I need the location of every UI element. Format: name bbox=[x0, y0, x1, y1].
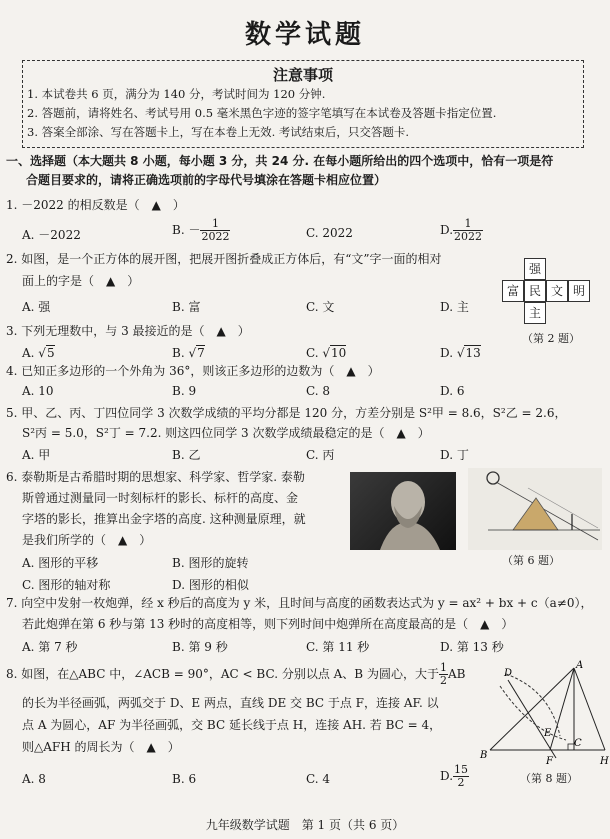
q3-option-d: D. √13 bbox=[440, 346, 481, 360]
point-label: F bbox=[546, 756, 553, 767]
q3-option-b: B. √7 bbox=[172, 346, 205, 360]
point-label: A bbox=[576, 660, 584, 671]
q7-option-b: B. 第 9 秒 bbox=[172, 640, 228, 654]
fraction: $\frac{15}{2}$ bbox=[454, 763, 469, 789]
q4-option-a: A. 10 bbox=[22, 384, 54, 398]
question-4-stem: 4. 已知正多边形的一个外角为 36°，则该正多边形的边数为（ ▲ ） bbox=[6, 364, 380, 378]
net-cell: 明 bbox=[568, 280, 590, 302]
fraction: $\frac{1}{2}$ bbox=[439, 661, 447, 687]
question-7-line: 若此炮弹在第 6 秒与第 13 秒时的高度相等，则下列时间中炮弹所在高度最高的是（ ▲ ） bbox=[22, 617, 514, 631]
question-1-stem: 1. －2022 的相反数是（ ▲ ） bbox=[6, 198, 185, 212]
q8-option-c: C. 4 bbox=[306, 772, 331, 786]
figure-caption: （第 6 题） bbox=[502, 554, 560, 567]
q3-option-a: A. √5 bbox=[22, 346, 55, 360]
notice-box bbox=[22, 60, 584, 148]
page-footer: 九年级数学试题 第 1 页（共 6 页） bbox=[205, 818, 405, 832]
q6-option-b: B. 图形的旋转 bbox=[172, 556, 249, 570]
q2-option-a: A. 强 bbox=[22, 300, 51, 314]
q2-option-d: D. 主 bbox=[440, 300, 469, 314]
q1-option-c: C. 2022 bbox=[306, 226, 353, 240]
net-cell: 强 bbox=[524, 258, 546, 280]
section-line: 一、选择题（本大题共 8 小题，每小题 3 分，共 24 分. 在每小题所给出的四个选项中，恰有一项是符 bbox=[6, 154, 554, 168]
q1-option-b-label: B. － bbox=[172, 223, 201, 237]
point-label: D bbox=[504, 668, 513, 679]
notice-line: 2. 答题前，请将姓名、考试号用 0.5 毫米黑色字迹的签字笔填写在本试卷及答题卡指定位置. bbox=[27, 106, 497, 120]
q8-option-a: A. 8 bbox=[22, 772, 46, 786]
q8-option-d: D. $\frac{15}{2}$ bbox=[440, 763, 469, 789]
section-heading bbox=[6, 152, 596, 190]
question-3-stem: 3. 下列无理数中，与 3 最接近的是（ ▲ ） bbox=[6, 324, 250, 338]
net-cell: 文 bbox=[546, 280, 568, 302]
thales-portrait-image bbox=[350, 472, 456, 550]
q1-option-a: A. －2022 bbox=[22, 228, 81, 242]
section-line: 合题目要求的，请将正确选项前的字母代号填涂在答题卡相应位置） bbox=[26, 173, 387, 187]
question-5-line: 5. 甲、乙、丙、丁四位同学 3 次数学成绩的平均分都是 120 分，方差分别是 S²甲 = 8.6，S²乙 = 2.6， bbox=[6, 406, 567, 420]
notice-heading: 注意事项 bbox=[272, 66, 333, 84]
q7-option-a: A. 第 7 秒 bbox=[22, 640, 78, 654]
q5-option-a: A. 甲 bbox=[22, 448, 51, 462]
q6-option-d: D. 图形的相似 bbox=[172, 578, 249, 592]
notice-line: 3. 答案全部涂、写在答题卡上，写在本卷上无效. 考试结束后，只交答题卡. bbox=[27, 125, 410, 139]
question-6-line: 斯曾通过测量同一时刻标杆的影长、标杆的高度、金 bbox=[22, 491, 299, 505]
question-6-line: 是我们所学的（ ▲ ） bbox=[22, 533, 152, 547]
q4-option-b: B. 9 bbox=[172, 384, 197, 398]
q3-option-c: C. √10 bbox=[306, 346, 347, 360]
q1-option-b bbox=[172, 218, 230, 243]
q8-option-b: B. 6 bbox=[172, 772, 197, 786]
pyramid-shadow-figure bbox=[468, 468, 602, 550]
question-8-line: 8. 如图，在△ABC 中，∠ACB = 90°，AC < BC. 分别以点 A、B 为圆心，大于 $\frac{1}{2}$ AB bbox=[6, 661, 466, 687]
question-8-line: 的长为半径画弧，两弧交于 D、E 两点，直线 DE 交 BC 于点 F，连接 AF. 以 bbox=[22, 696, 439, 710]
question-2-line: 面上的字是（ ▲ ） bbox=[22, 274, 140, 288]
fraction: $\frac{1}{2022}$ bbox=[454, 217, 483, 243]
q7-option-c: C. 第 11 秒 bbox=[306, 640, 370, 654]
fraction: $\frac{1}{2022}$ bbox=[201, 217, 230, 243]
net-cell: 主 bbox=[524, 302, 546, 324]
question-8-line: 点 A 为圆心，AF 为半径画弧，交 BC 延长线于点 H，连接 AH. 若 BC = 4， bbox=[22, 718, 442, 732]
q5-option-d: D. 丁 bbox=[440, 448, 469, 462]
q5-option-b: B. 乙 bbox=[172, 448, 201, 462]
q4-option-d: D. 6 bbox=[440, 384, 465, 398]
q6-option-c: C. 图形的轴对称 bbox=[22, 578, 111, 592]
q2-option-b: B. 富 bbox=[172, 300, 201, 314]
q5-option-c: C. 丙 bbox=[306, 448, 335, 462]
point-label: B bbox=[480, 750, 488, 761]
q1-option-d-label: D. bbox=[440, 223, 454, 237]
point-label: C bbox=[574, 738, 582, 749]
q4-option-c: C. 8 bbox=[306, 384, 331, 398]
net-cell: 富 bbox=[502, 280, 524, 302]
q1-option-d bbox=[440, 218, 483, 243]
figure-caption: （第 2 题） bbox=[522, 332, 580, 345]
point-label: E bbox=[544, 728, 552, 739]
notice-line: 1. 本试卷共 6 页，满分为 140 分，考试时间为 120 分钟. bbox=[27, 87, 326, 101]
question-6-line: 字塔的影长，推算出金字塔的高度. 这种测量原理，就 bbox=[22, 512, 306, 526]
net-cell: 民 bbox=[524, 280, 546, 302]
question-5-line: S²丙 = 5.0，S²丁 = 7.2. 则这四位同学 3 次数学成绩最稳定的是（ ▲ ） bbox=[22, 426, 430, 440]
figure-caption: （第 8 题） bbox=[520, 772, 578, 785]
question-8-line: 则△AFH 的周长为（ ▲ ） bbox=[22, 740, 180, 754]
question-7-line: 7. 向空中发射一枚炮弹，经 x 秒后的高度为 y 米，且时间与高度的函数表达式为 y = ax² + bx + c（a≠0）， bbox=[6, 596, 593, 610]
question-6-line: 6. 泰勒斯是古希腊时期的思想家、科学家、哲学家. 泰勒 bbox=[6, 470, 305, 484]
triangle-construction-figure bbox=[470, 660, 610, 770]
point-label: H bbox=[600, 756, 609, 767]
question-2-line: 2. 如图，是一个正方体的展开图，把展开图折叠成正方体后，有“文”字一面的相对 bbox=[6, 252, 442, 266]
q2-option-c: C. 文 bbox=[306, 300, 335, 314]
q7-option-d: D. 第 13 秒 bbox=[440, 640, 504, 654]
page-title: 数学试题 bbox=[244, 20, 365, 50]
q6-option-a: A. 图形的平移 bbox=[22, 556, 99, 570]
